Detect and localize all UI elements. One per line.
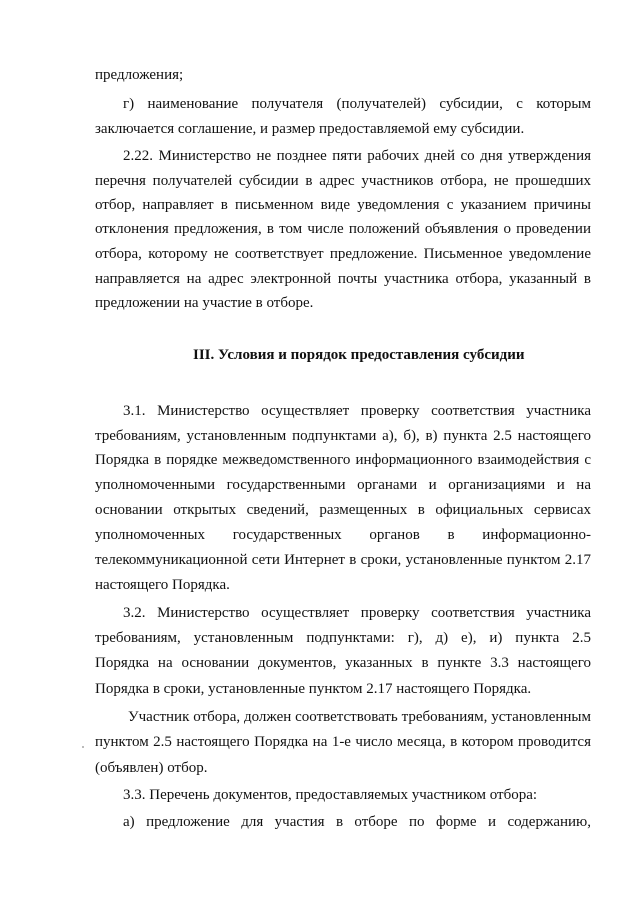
- section-heading: III. Условия и порядок предоставления субсидии: [193, 347, 525, 363]
- text-line: основании открытых сведений, размещенных в официальных сервисах: [95, 502, 591, 518]
- text-line: телекоммуникационной сети Интернет в сроки, установленные пунктом 2.17: [95, 552, 591, 568]
- text-line: уполномоченными государственными органами и организациями и на: [95, 477, 591, 493]
- text-line: (объявлен) отбор.: [95, 760, 208, 776]
- text-line: 2.22. Министерство не позднее пяти рабочих дней со дня утверждения: [123, 148, 591, 164]
- text-line: предложении на участие в отборе.: [95, 295, 314, 311]
- text-line: а) предложение для участия в отборе по форме и содержанию,: [123, 814, 591, 830]
- text-line: г) наименование получателя (получателей) субсидии, с которым: [123, 96, 591, 112]
- text-line: отбор, направляет в письменном виде уведомления с указанием причины: [95, 197, 591, 213]
- text-line: Участник отбора, должен соответствовать требованиям, установленным: [128, 709, 591, 725]
- text-line: Порядка в порядке межведомственного информационного взаимодействия с: [95, 452, 591, 468]
- text-line: требованиям, установленным подпунктами: г), д) е), и) пункта 2.5: [95, 630, 591, 646]
- text-line: Порядка на основании документов, указанных в пункте 3.3 настоящего: [95, 655, 591, 671]
- text-line: пунктом 2.5 настоящего Порядка на 1-е число месяца, в котором проводится: [95, 734, 591, 750]
- text-line: заключается соглашение, и размер предоставляемой ему субсидии.: [95, 121, 525, 137]
- scan-speck: [82, 746, 84, 748]
- text-line: 3.2. Министерство осуществляет проверку соответствия участника: [123, 605, 591, 621]
- text-line: направляется на адрес электронной почты участника отбора, указанный в: [95, 271, 591, 287]
- text-line: настоящего Порядка.: [95, 577, 230, 593]
- text-line: предложения;: [95, 67, 184, 83]
- text-line: уполномоченных государственных органов в информационно-: [95, 527, 591, 543]
- text-line: Порядка в сроки, установленные пунктом 2.17 настоящего Порядка.: [95, 681, 532, 697]
- text-line: 3.3. Перечень документов, предоставляемых участником отбора:: [123, 787, 538, 803]
- text-line: требованиям, установленным подпунктами а), б), в) пункта 2.5 настоящего: [95, 428, 591, 444]
- text-line: перечня получателей субсидии в адрес участников отбора, не прошедших: [95, 173, 591, 189]
- text-line: 3.1. Министерство осуществляет проверку соответствия участника: [123, 403, 591, 419]
- text-line: отбора, которому не соответствует предложение. Письменное уведомление: [95, 246, 591, 262]
- text-line: отклонения предложения, в том числе положений объявления о проведении: [95, 221, 591, 237]
